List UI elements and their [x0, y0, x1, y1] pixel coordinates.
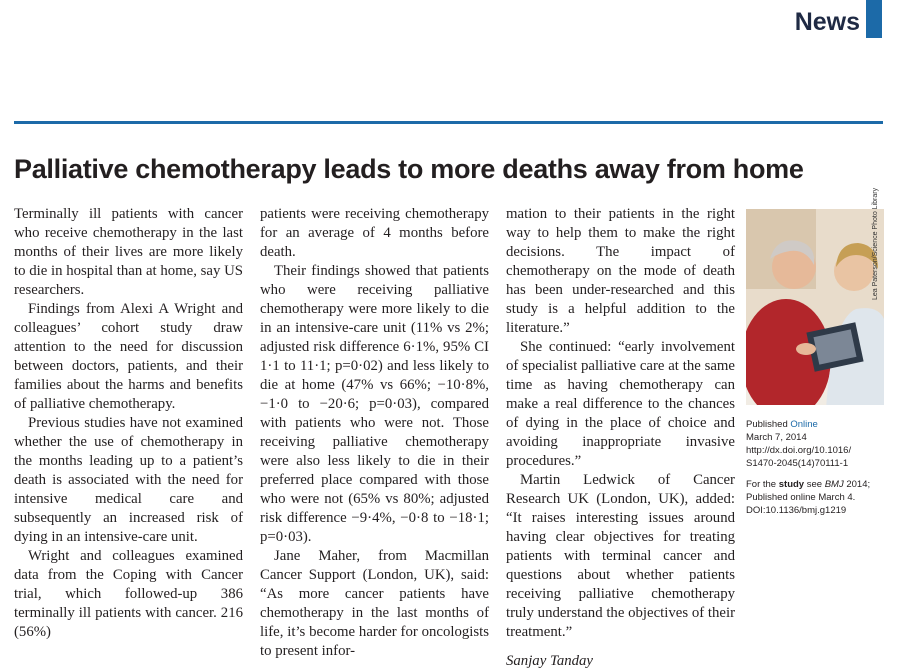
author-byline: Sanjay Tanday — [506, 653, 594, 669]
paragraph: She continued: “early involvement of specialist palliative care at the same time as having chemotherapy can make a real difference to the chances of dying in the place of choice and avoiding inappropriate invasive procedures.” — [506, 339, 735, 469]
paragraph: patients were receiving chemotherapy for an average of 4 months before death. — [260, 206, 489, 260]
published-date: March 7, 2014 — [746, 432, 807, 443]
doi-link-line-1[interactable]: http://dx.doi.org/10.1016/ — [746, 445, 852, 456]
photo-illustration — [746, 209, 884, 405]
study-published: Published online March 4. — [746, 492, 856, 503]
photo-credit: Lea Paterson/Science Photo Library — [872, 187, 879, 300]
article-headline: Palliative chemotherapy leads to more deaths away from home — [14, 154, 804, 184]
publication-info — [746, 418, 886, 470]
study-year: 2014; — [846, 479, 871, 490]
study-see: see — [806, 479, 823, 490]
study-doi[interactable]: DOI:10.1136/bmj.g1219 — [746, 505, 847, 516]
paragraph: Martin Ledwick of Cancer Research UK (London, UK), added: “It raises interesting issues around having clear objectives for treating patients with terminal cancer and questions about whether patients receiving palliative chemotherapy truly understand the objectives of their treatment.” — [506, 472, 735, 640]
article-photo — [746, 209, 884, 405]
study-journal: BMJ — [824, 479, 844, 490]
study-word: study — [778, 479, 805, 490]
doi-link-line-2[interactable]: S1470-2045(14)70111-1 — [746, 458, 849, 469]
article-column-2 — [260, 205, 489, 661]
paragraph: Their findings showed that patients who were receiving palliative chemotherapy were more likely to die in an intensive-care unit (11% vs 2%; adjusted risk difference 6·1%, 95% CI 1·1 to 11·1; p=0·02) and less likely to die at home (47% vs 66%; −10·8%, −1·0 to −20·6; p=0·03), compared with patients who were not. Those receiving palliative chemotherapy were also less likely to die in their preferred place compared with those who were not (65% vs 80%; adjusted risk difference −9·4%, −0·8 to −18·1; p=0·03). — [260, 263, 489, 545]
section-label: News — [794, 8, 860, 36]
paragraph: Terminally ill patients with cancer who receive chemotherapy in the last months of their lives are more likely to die in hospital than at home, say US researchers. — [14, 206, 243, 298]
paragraph: Wright and colleagues examined data from the Coping with Cancer trial, which followed-up 386 terminally ill patients with cancer. 216 (56%) — [14, 548, 243, 640]
section-tab-marker — [866, 0, 882, 38]
published-prefix: Published — [746, 419, 788, 430]
header-rule — [14, 121, 883, 124]
article-column-3 — [506, 205, 735, 671]
paragraph: mation to their patients in the right way to help them to make the right decisions. The impact of chemotherapy on the mode of death has been under-researched and this study is a helpful addition to the literature.” — [506, 206, 735, 336]
paragraph: Previous studies have not examined whether the use of chemotherapy in the months leading up to a patient’s death is associated with the need for intensive medical care and subsequently an increased risk of dying in an intensive-care unit. — [14, 415, 243, 545]
study-reference — [746, 478, 886, 517]
article-column-1 — [14, 205, 243, 642]
published-online: Online — [790, 419, 818, 430]
study-prefix: For the — [746, 479, 777, 490]
paragraph: Jane Maher, from Macmillan Cancer Support (London, UK), said: “As more cancer patients have chemotherapy in the last months of life, it’s become harder for oncologists to present infor- — [260, 548, 489, 659]
paragraph: Findings from Alexi A Wright and colleagues’ cohort study draw attention to the need for discussion between doctors, patients, and their families about the harms and benefits of palliative chemotherapy. — [14, 301, 243, 412]
